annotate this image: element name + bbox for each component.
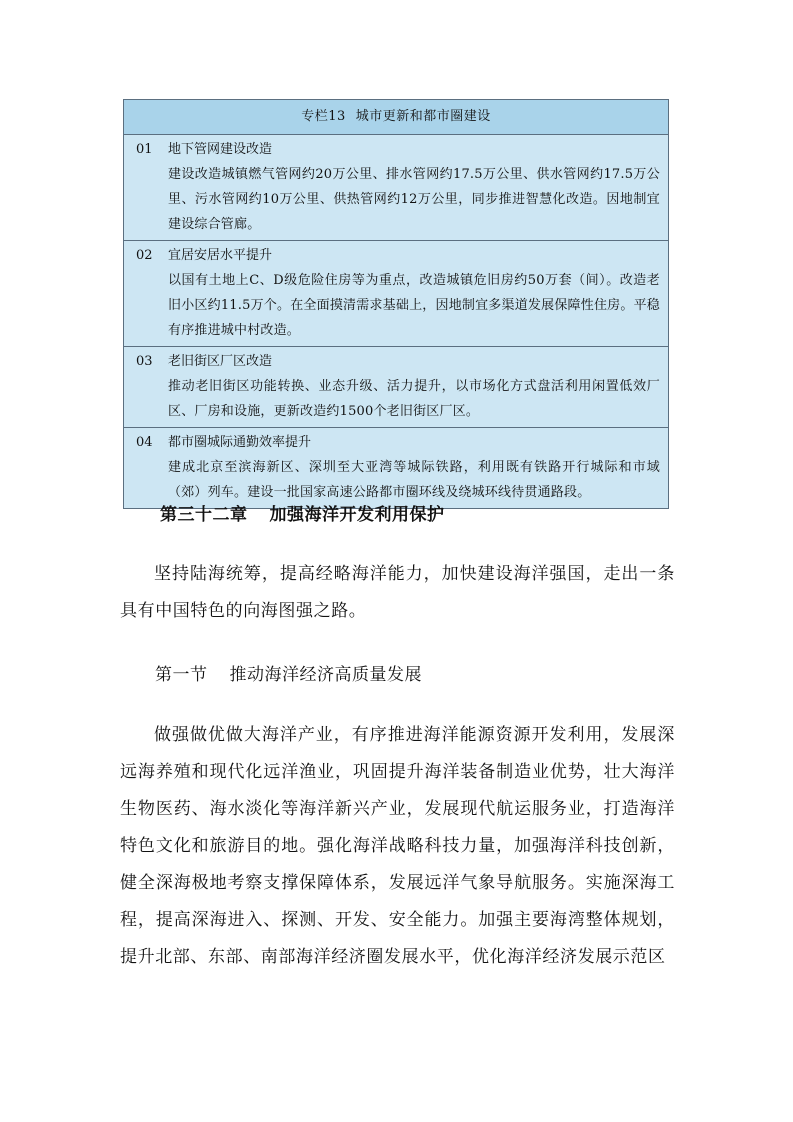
- item-body: 推动老旧街区功能转换、业态升级、活力提升，以市场化方式盘活利用闲置低效厂区、厂房和设施，更新改造约1500个老旧街区厂区。: [168, 379, 660, 419]
- box-item: [124, 241, 668, 347]
- item-body: 建成北京至滨海新区、深圳至大亚湾等城际铁路，利用既有铁路开行城际和市域（郊）列车。建设一批国家高速公路都市圈环线及绕城环线待贯通路段。: [168, 460, 660, 500]
- item-title: 老旧街区厂区改造: [168, 354, 273, 369]
- item-number: 04: [136, 435, 153, 450]
- box-item: [124, 135, 668, 241]
- chapter-heading: [160, 500, 445, 525]
- item-number: 01: [136, 142, 153, 157]
- intro-paragraph: 坚持陆海统筹，提高经略海洋能力，加快建设海洋强国，走出一条具有中国特色的向海图强之路。: [120, 564, 675, 621]
- box-number: 专栏13: [301, 109, 346, 124]
- section-number: 第一节: [155, 665, 208, 685]
- item-body: 建设改造城镇燃气管网约20万公里、排水管网约17.5万公里、供水管网约17.5万公里、污水管网约10万公里、供热管网约12万公里，同步推进智慧化改造。因地制宜建设综合管廊。: [168, 167, 660, 232]
- body-paragraph: 做强做优做大海洋产业，有序推进海洋能源资源开发利用，发展深远海养殖和现代化远洋渔业，巩固提升海洋装备制造业优势，壮大海洋生物医药、海水淡化等海洋新兴产业，发展现代航运服务业，打造海洋特色文化和旅游目的地。强化海洋战略科技力量，加强海洋科技创新，健全深海极地考察支撑保障体系，发展远洋气象导航服务。实施深海工程，提高深海进入、探测、开发、安全能力。加强主要海湾整体规划，提升北部、东部、南部海洋经济圈发展水平，优化海洋经济发展示范区: [120, 725, 675, 967]
- item-title: 宜居安居水平提升: [168, 248, 273, 263]
- box-item: [124, 428, 668, 508]
- box-header: [124, 100, 668, 135]
- item-title: 地下管网建设改造: [168, 142, 273, 157]
- section-title: 推动海洋经济高质量发展: [229, 665, 422, 685]
- box-item: [124, 347, 668, 428]
- item-number: 02: [136, 248, 153, 263]
- item-number: 03: [136, 354, 153, 369]
- box-title: 城市更新和都市圈建设: [355, 109, 491, 124]
- special-column-box: [123, 99, 669, 509]
- section-heading: [155, 660, 422, 685]
- chapter-number: 第三十二章: [160, 505, 248, 525]
- item-title: 都市圈城际通勤效率提升: [168, 435, 312, 450]
- item-body: 以国有土地上C、D级危险住房等为重点，改造城镇危旧房约50万套（间）。改造老旧小区约11.5万个。在全面摸清需求基础上，因地制宜多渠道发展保障性住房。平稳有序推进城中村改造。: [168, 273, 660, 338]
- chapter-title: 加强海洋开发利用保护: [269, 505, 445, 525]
